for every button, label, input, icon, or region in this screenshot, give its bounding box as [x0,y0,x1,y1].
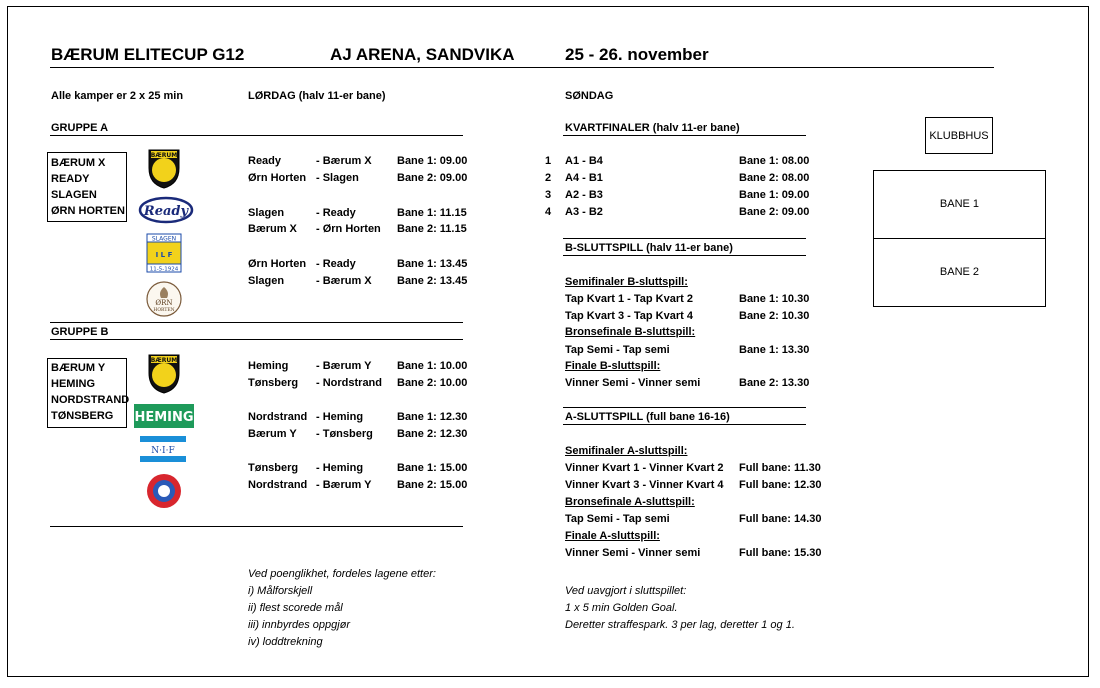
a-final-pair: Vinner Semi - Vinner semi [565,547,701,559]
tiebreak-title: Ved poenglikhet, fordeles lagene etter: [248,568,436,580]
ready-logo [138,196,194,224]
group-a-match-away: - Bærum X [316,275,372,287]
group-b-match-away: - Nordstrand [316,377,382,389]
group-b-match-home: Tønsberg [248,462,299,474]
group-a-match-home: Slagen [248,275,285,287]
b-semi2-time: Bane 2: 10.30 [739,310,810,322]
group-b-match-time: Bane 2: 12.30 [397,428,468,440]
a-semi1-time: Full bane: 11.30 [739,462,821,474]
team-name: NORDSTRAND [51,394,130,406]
group-b-match-home: Nordstrand [248,411,308,423]
team-name: READY [51,173,90,185]
pitch-1-label: BANE 1 [939,198,980,210]
b-semi2-pair: Tap Kvart 3 - Tap Kvart 4 [565,310,693,322]
group-b-match-home: Heming [248,360,289,372]
qf-time: Bane 2: 08.00 [739,172,810,184]
b-semi-title: Semifinaler B-sluttspill: [565,276,688,288]
tiebreak-rule: ii) flest scorede mål [248,602,343,614]
group-b-match-away: - Heming [316,462,364,474]
baerum-logo-text: BÆRUM [150,357,178,364]
team-name: BÆRUM X [51,157,106,169]
a-bronze-time: Full bane: 14.30 [739,513,822,525]
b-bronze-title: Bronsefinale B-sluttspill: [565,326,696,338]
b-final-time: Bane 2: 13.30 [739,377,810,389]
a-semi1-pair: Vinner Kvart 1 - Vinner Kvart 2 [565,462,724,474]
group-b-match-away: - Bærum Y [316,479,372,491]
tiebreak-rule: i) Målforskjell [248,585,313,597]
orn-horten-logo [145,280,183,318]
b-playoff-rule [563,255,806,256]
group-a-team-list [51,155,125,219]
orn-logo-sub: HORTEN [153,308,175,313]
a-semi2-time: Full bane: 12.30 [739,479,822,491]
pitch-2-label: BANE 2 [939,266,980,278]
group-b-team-list [51,360,129,424]
nif-logo [140,436,186,462]
slagen-logo [146,233,182,273]
match-length-note: Alle kamper er 2 x 25 min [51,90,184,102]
draw-rule-line: Deretter straffespark. 3 per lag, deretter 1 og 1. [565,619,795,631]
qf-pair: A4 - B1 [565,172,603,184]
group-a-match-home: Ørn Horten [248,258,307,270]
quarterfinals-rule [563,135,806,136]
clubhouse-box [925,117,993,154]
a-playoff-title: A-SLUTTSPILL (full bane 16-16) [565,411,730,423]
group-b-top-rule [50,322,463,323]
group-a-match-time: Bane 2: 13.45 [397,275,468,287]
group-b-match-time: Bane 2: 10.00 [397,377,468,389]
orn-logo-text: ØRN [155,299,173,307]
slagen-logo-top: SLAGEN [151,235,177,243]
group-b-title: GRUPPE B [51,326,109,338]
group-b-match-time: Bane 1: 10.00 [397,360,468,372]
b-final-pair: Vinner Semi - Vinner semi [565,377,701,389]
b-semi1-pair: Tap Kvart 1 - Tap Kvart 2 [565,293,693,305]
team-name: SLAGEN [51,189,97,201]
b-playoff-title: B-SLUTTSPILL (halv 11-er bane) [565,242,733,254]
group-a-match-home: Slagen [248,207,285,219]
group-a-match-away: - Ørn Horten [316,223,381,235]
team-name: HEMING [51,378,95,390]
b-bronze-time: Bane 1: 13.30 [739,344,810,356]
pitch-1 [873,170,1046,239]
dates-title: 25 - 26. november [565,45,709,64]
team-name: BÆRUM Y [51,362,106,374]
tournament-title: BÆRUM ELITECUP G12 [51,45,245,64]
group-a-match-time: Bane 2: 11.15 [397,223,467,235]
qf-time: Bane 1: 09.00 [739,189,810,201]
group-a-match-time: Bane 2: 09.00 [397,172,468,184]
group-b-match-time: Bane 1: 12.30 [397,411,468,423]
group-a-match-home: Ørn Horten [248,172,307,184]
heming-logo-text: HEMING [134,410,194,425]
group-b-match-home: Bærum Y [248,428,297,440]
group-a-match-away: - Ready [316,207,356,219]
group-a-match-time: Bane 1: 13.45 [397,258,468,270]
heming-logo [134,404,194,428]
draw-rule-note [565,583,795,634]
tiebreak-rule: iii) innbyrdes oppgjør [248,619,351,631]
group-b-match-home: Tønsberg [248,377,299,389]
b-semi1-time: Bane 1: 10.30 [739,293,810,305]
sunday-heading: SØNDAG [565,90,614,102]
group-b-match-time: Bane 1: 15.00 [397,462,468,474]
pitch-2 [873,238,1046,307]
a-semi-title: Semifinaler A-sluttspill: [565,445,688,457]
group-a-rule [50,135,463,136]
group-a-match-away: - Slagen [316,172,359,184]
group-b-match-away: - Bærum Y [316,360,372,372]
b-playoff-top-rule [563,238,806,239]
group-a-match-home: Ready [248,155,282,167]
header-rule [50,67,994,68]
team-name: TØNSBERG [51,410,114,422]
tonsberg-logo [145,472,183,510]
clubhouse-label: KLUBBHUS [929,130,989,142]
saturday-heading: LØRDAG (halv 11-er bane) [248,90,386,102]
a-bronze-pair: Tap Semi - Tap semi [565,513,670,525]
group-b-match-time: Bane 2: 15.00 [397,479,468,491]
baerum-logo [146,146,182,190]
slagen-logo-date: 11-5-1924 [149,266,179,273]
group-a-match-away: - Bærum X [316,155,372,167]
ready-logo-text: Ready [143,204,189,219]
tiebreak-note [248,566,436,651]
baerum-logo [146,351,182,395]
draw-rule-line: 1 x 5 min Golden Goal. [565,602,678,614]
venue-title: AJ ARENA, SANDVIKA [330,45,515,64]
group-b-rule [50,339,463,340]
baerum-logo-text: BÆRUM [150,152,178,159]
qf-pair: A2 - B3 [565,189,603,201]
a-final-title: Finale A-sluttspill: [565,530,660,542]
qf-number: 2 [545,172,552,184]
group-a-title: GRUPPE A [51,122,109,134]
b-bronze-pair: Tap Semi - Tap semi [565,344,670,356]
group-a-match-time: Bane 1: 09.00 [397,155,468,167]
a-playoff-top-rule [563,407,806,408]
page-frame [7,6,1089,677]
a-final-time: Full bane: 15.30 [739,547,822,559]
b-final-title: Finale B-sluttspill: [565,360,661,372]
group-a-match-time: Bane 1: 11.15 [397,207,467,219]
tiebreak-rule: iv) loddtrekning [248,636,323,648]
qf-time: Bane 1: 08.00 [739,155,810,167]
a-bronze-title: Bronsefinale A-sluttspill: [565,496,695,508]
group-a-match-away: - Ready [316,258,356,270]
qf-pair: A1 - B4 [565,155,603,167]
nif-logo-text: N·I·F [151,446,175,456]
group-b-match-away: - Heming [316,411,364,423]
slagen-logo-letters: I L F [155,251,173,259]
group-b-match-home: Nordstrand [248,479,308,491]
qf-time: Bane 2: 09.00 [739,206,810,218]
group-b-match-away: - Tønsberg [316,428,373,440]
draw-rule-line: Ved uavgjort i sluttspillet: [565,585,687,597]
a-semi2-pair: Vinner Kvart 3 - Vinner Kvart 4 [565,479,724,491]
qf-number: 4 [545,206,552,218]
team-name: ØRN HORTEN [51,205,125,217]
quarterfinals-title: KVARTFINALER (halv 11-er bane) [565,122,740,134]
qf-number: 3 [545,189,552,201]
a-playoff-rule [563,424,806,425]
qf-number: 1 [545,155,552,167]
group-b-bottom-rule [50,526,463,527]
group-a-match-home: Bærum X [248,223,297,235]
qf-pair: A3 - B2 [565,206,603,218]
